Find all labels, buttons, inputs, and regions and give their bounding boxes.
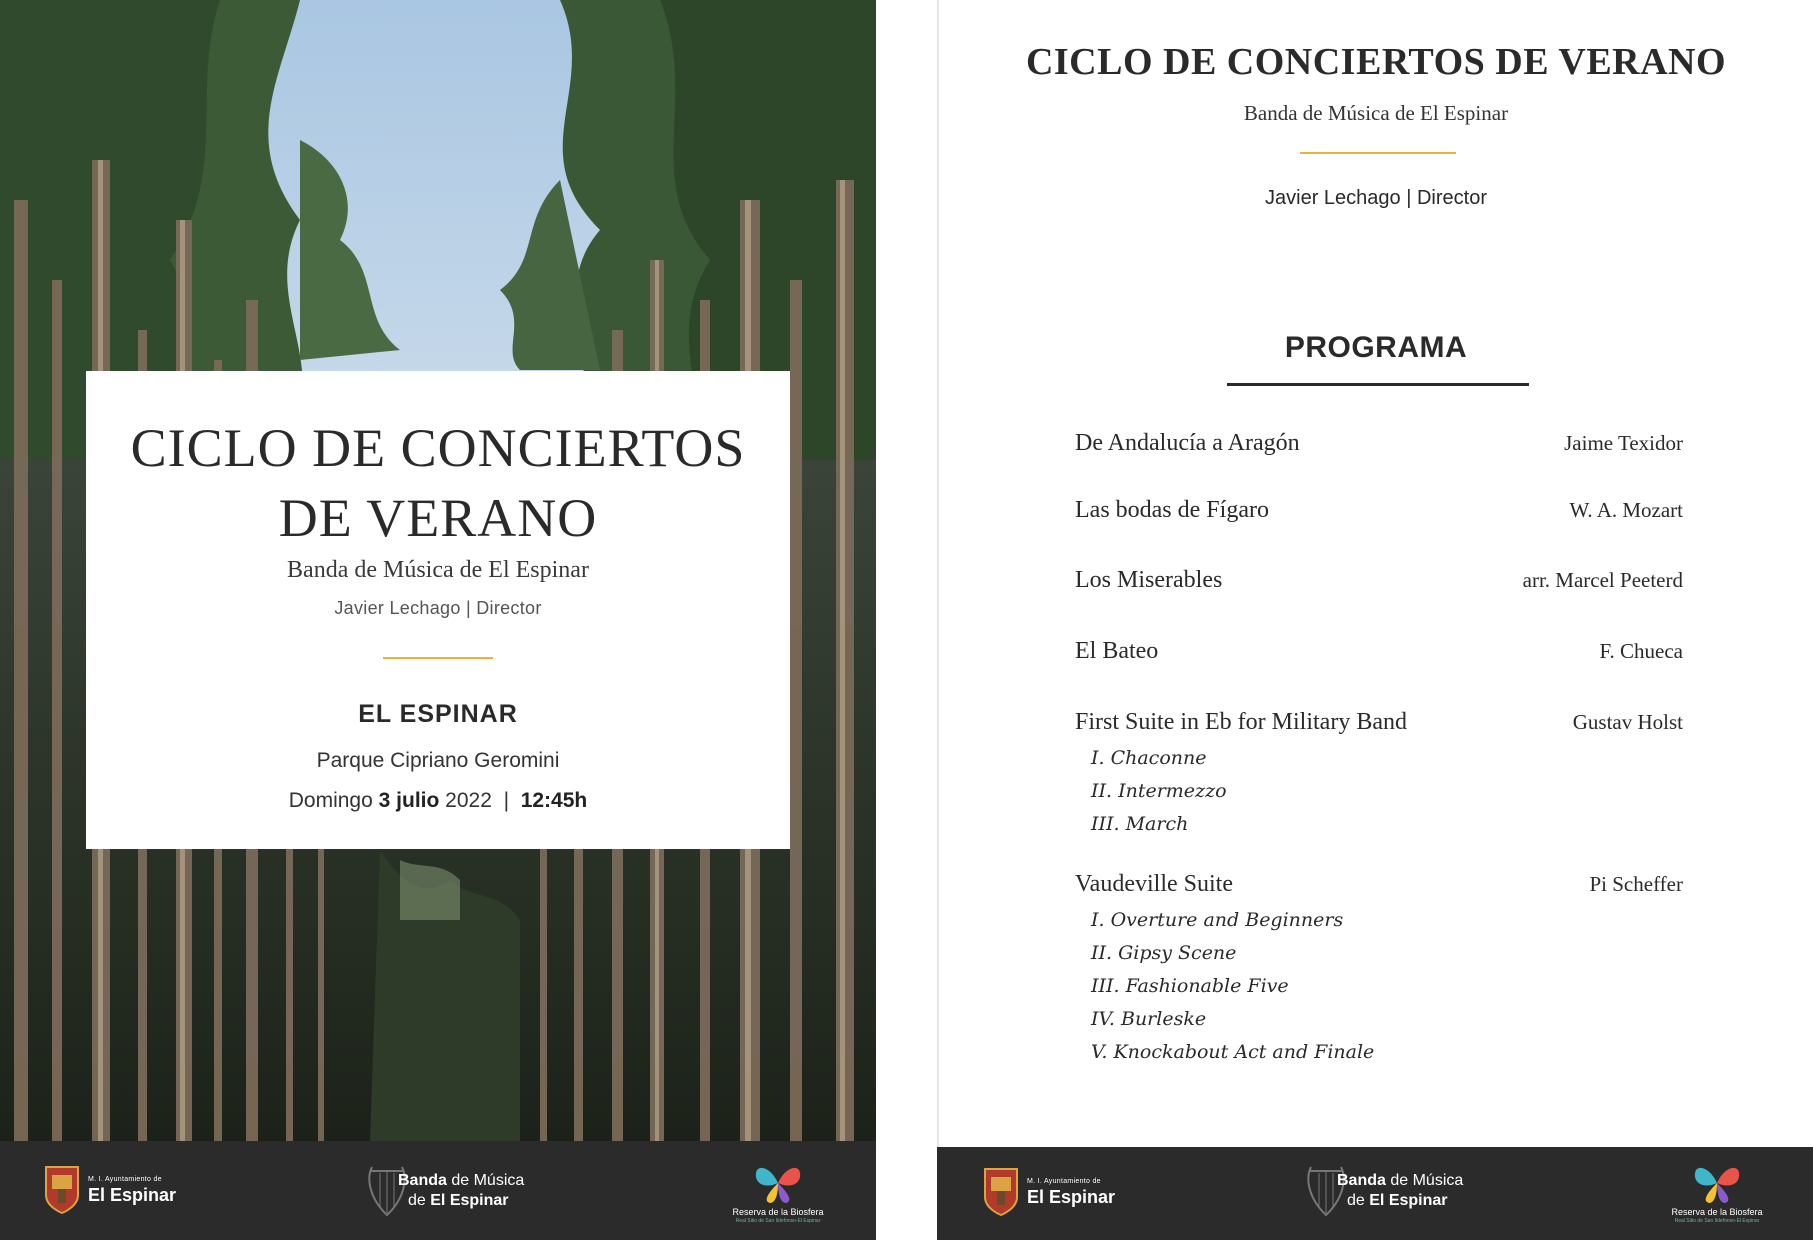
biosphere-logo [718, 1161, 838, 1224]
piece-composer: Pi Scheffer [1589, 872, 1683, 896]
band-logo-word1: Banda [398, 1172, 447, 1189]
cover-town: EL ESPINAR [358, 700, 518, 728]
cover-director: Javier Lechago | Director [334, 598, 542, 618]
town-council-name: El Espinar [1027, 1187, 1116, 1207]
piece-composer: arr. Marcel Peeterd [1522, 568, 1683, 592]
town-council-logo [44, 1165, 176, 1215]
cover-title-line1: CICLO DE CONCIERTOS [130, 418, 746, 478]
movement-item: V. Knockabout Act and Finale [1091, 1041, 1375, 1063]
town-council-name: El Espinar [88, 1185, 177, 1205]
cover-page [0, 0, 876, 1240]
movement-item: III. Fashionable Five [1091, 975, 1289, 997]
date-time: 12:45h [520, 789, 588, 812]
piece-title: Vaudeville Suite [1075, 871, 1233, 897]
band-logo [1301, 1159, 1463, 1223]
program-heading-underline [1227, 383, 1529, 386]
band-logo-word2: de Música [451, 1172, 525, 1189]
piece-title: Los Miserables [1075, 567, 1223, 593]
band-logo-word3: de [408, 1192, 426, 1209]
program-accent-divider [1300, 152, 1456, 154]
cover-date [86, 789, 790, 813]
program-band-name: Banda de Música de El Espinar [1243, 101, 1509, 125]
movement-item: III. March [1091, 813, 1189, 835]
butterfly-icon [1689, 1161, 1745, 1205]
program-page [937, 0, 1813, 1240]
cover-title-line2: DE VERANO [278, 488, 598, 548]
date-year: 2022 [445, 789, 492, 812]
program-piece [1075, 567, 1683, 594]
town-shield-icon [983, 1167, 1019, 1217]
butterfly-icon [750, 1161, 806, 1205]
biosphere-subtext: Real Sitio de San Ildefonso-El Espinar [735, 1218, 821, 1224]
program-piece [1075, 638, 1683, 665]
piece-composer: F. Chueca [1599, 639, 1683, 663]
movement-item: I. Overture and Beginners [1091, 909, 1344, 931]
cover-footer-bar [0, 1141, 876, 1240]
date-separator: | [503, 789, 510, 812]
cover-title [86, 413, 790, 553]
cover-title-card [86, 371, 790, 849]
movement-item: I. Chaconne [1091, 747, 1207, 769]
band-logo-word4: El Espinar [430, 1192, 509, 1209]
movement-item: II. Gipsy Scene [1091, 942, 1237, 964]
piece-composer: Jaime Texidor [1564, 431, 1683, 455]
cover-venue: Parque Cipriano Geromini [316, 749, 560, 772]
program-piece [1075, 430, 1683, 457]
biosphere-logo [1657, 1161, 1777, 1224]
movement-list [1075, 904, 1683, 1069]
movement-item: II. Intermezzo [1091, 780, 1227, 802]
program-footer-bar [937, 1147, 1813, 1240]
movement-list [1075, 742, 1683, 841]
piece-title: First Suite in Eb for Military Band [1075, 709, 1407, 735]
program-piece [1075, 709, 1683, 841]
piece-title: El Bateo [1075, 638, 1159, 664]
program-piece [1075, 871, 1683, 1069]
program-heading: PROGRAMA [1284, 331, 1468, 364]
town-council-small-text: M. I. Ayuntamiento de [1027, 1178, 1101, 1185]
band-logo-word4: El Espinar [1369, 1192, 1448, 1209]
date-day-month: 3 julio [378, 789, 440, 812]
program-director: Javier Lechago | Director [1265, 187, 1487, 209]
program-piece [1075, 497, 1683, 524]
date-weekday: Domingo [288, 789, 373, 812]
piece-composer: Gustav Holst [1572, 710, 1683, 734]
program-title: CICLO DE CONCIERTOS DE VERANO [1025, 41, 1727, 83]
band-logo [362, 1159, 524, 1223]
piece-title: Las bodas de Fígaro [1075, 497, 1269, 523]
town-shield-icon [44, 1165, 80, 1215]
biosphere-subtext: Real Sitio de San Ildefonso-El Espinar [1674, 1218, 1760, 1224]
biosphere-text: Reserva de la Biosfera [1671, 1207, 1763, 1217]
band-logo-word1: Banda [1337, 1172, 1386, 1189]
band-logo-word3: de [1347, 1192, 1365, 1209]
band-logo-word2: de Música [1390, 1172, 1464, 1189]
town-council-logo [983, 1167, 1115, 1217]
cover-accent-divider [383, 657, 493, 659]
town-council-small-text: M. I. Ayuntamiento de [88, 1176, 162, 1183]
cover-band-name: Banda de Música de El Espinar [287, 557, 589, 583]
piece-title: De Andalucía a Aragón [1075, 430, 1300, 456]
piece-composer: W. A. Mozart [1569, 498, 1683, 522]
movement-item: IV. Burleske [1091, 1008, 1207, 1030]
biosphere-text: Reserva de la Biosfera [732, 1207, 824, 1217]
